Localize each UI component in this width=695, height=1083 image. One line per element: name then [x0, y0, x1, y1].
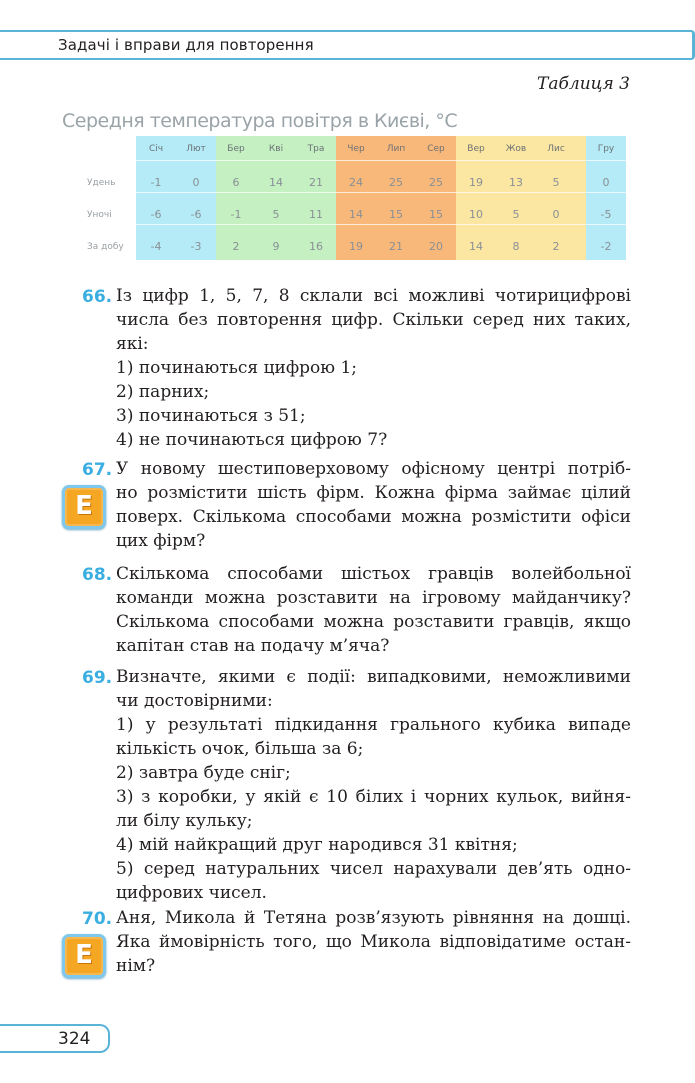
temperature-value-cell: 2	[552, 240, 560, 253]
problem-text-line: капітан став на подачу м’яча?	[116, 636, 390, 656]
temperature-value-cell: -6	[190, 208, 202, 221]
problem-text-line: Яка ймовірність того, що Микола відповідатиме остан-	[116, 932, 631, 952]
temperature-value-cell: 0	[192, 176, 200, 189]
month-header-cell: Сер	[427, 144, 445, 154]
problem-text-line: числа без повторення цифр. Скільки серед них таких,	[116, 310, 631, 330]
e-icon-letter: E	[75, 491, 93, 521]
temperature-value-cell: 9	[272, 240, 280, 253]
temperature-value-cell: 14	[269, 176, 283, 189]
problem-text-line: поверх. Скількома способами можна розмістити офіси	[116, 507, 631, 527]
table-row-divider	[84, 160, 634, 161]
temperature-value-cell: 0	[602, 176, 610, 189]
temperature-value-cell: 21	[389, 240, 403, 253]
page-number-box	[0, 1024, 110, 1053]
month-header-cell: Лют	[186, 144, 206, 154]
problem-text-line: но розмістити шість фірм. Кожна фірма займає цілий	[116, 483, 631, 503]
temperature-value-cell: 5	[512, 208, 520, 221]
month-header-cell: Лип	[386, 144, 406, 154]
problem-number: 68.	[82, 565, 113, 585]
problem-number: 69.	[82, 668, 113, 688]
temperature-value-cell: 5	[552, 176, 560, 189]
problem-text-line: нім?	[116, 956, 156, 976]
problem-text-line: 5) серед натуральних чисел нарахували дев’ять одно-	[116, 859, 631, 879]
month-header-cell: Січ	[148, 144, 164, 154]
month-header-cell: Кві	[268, 144, 284, 154]
temperature-value-cell: 6	[232, 176, 240, 189]
problem-text-line: які:	[116, 334, 149, 354]
temperature-value-cell: 25	[389, 176, 403, 189]
problem-text-line: Аня, Микола й Тетяна розв’язують рівняння на дошці.	[116, 908, 631, 928]
temperature-value-cell: 15	[429, 208, 443, 221]
temperature-value-cell: 25	[429, 176, 443, 189]
table-row-divider	[84, 224, 634, 225]
temperature-value-cell: 11	[309, 208, 323, 221]
temperature-value-cell: -4	[150, 240, 162, 253]
temperature-value-cell: 19	[349, 240, 363, 253]
problem-text-line: У новому шестиповерховому офісному центрі потріб-	[116, 459, 631, 479]
temperature-value-cell: 21	[309, 176, 323, 189]
header-title: Задачі і вправи для повторення	[58, 36, 314, 54]
table-caption: Таблиця 3	[537, 74, 630, 94]
problem-text-line: Визначте, якими є події: випадковими, неможливими	[116, 667, 631, 687]
problem-text-line: 2) парних;	[116, 382, 210, 402]
e-resource-icon[interactable]	[62, 934, 106, 978]
month-header-cell: Лис	[547, 144, 565, 154]
page-number: 324	[58, 1029, 91, 1049]
temperature-value-cell: 16	[309, 240, 323, 253]
problem-text-line: 4) не починаються цифрою 7?	[116, 430, 388, 450]
temperature-value-cell: -2	[600, 240, 612, 253]
temperature-value-cell: -3	[190, 240, 202, 253]
problem-text-line: 4) мій найкращий друг народився 31 квітня;	[116, 835, 518, 855]
month-header-cell: Гру	[597, 144, 615, 154]
temperature-value-cell: 5	[272, 208, 280, 221]
temperature-value-cell: 14	[469, 240, 483, 253]
temperature-table	[60, 102, 635, 272]
e-icon-letter: E	[75, 940, 93, 970]
month-header-cell: Бер	[227, 144, 245, 154]
temperature-value-cell: 13	[509, 176, 523, 189]
month-header-cell: Чер	[347, 144, 365, 154]
page-header	[0, 30, 695, 60]
problem-text-line: 1) у результаті підкидання грального кубика випаде	[116, 715, 631, 735]
problem-number: 70.	[82, 909, 113, 929]
problem-text-line: 3) з коробки, у якій є 10 білих і чорних кульок, вийня-	[116, 787, 631, 807]
problem-number: 66.	[82, 287, 113, 307]
temperature-value-cell: 10	[469, 208, 483, 221]
temperature-value-cell: 15	[389, 208, 403, 221]
problem-text-line: ли білу кульку;	[116, 811, 253, 831]
problem-text-line: Скількома способами можна розставити гравців, якщо	[116, 612, 631, 632]
problem-text-line: 1) починаються цифрою 1;	[116, 358, 357, 378]
problem-number: 67.	[82, 460, 113, 480]
problem-text-line: Скількома способами шістьох гравців волейбольної	[116, 564, 631, 584]
temperature-value-cell: -1	[230, 208, 242, 221]
temperature-value-cell: 20	[429, 240, 443, 253]
problem-text-line: чи достовірними:	[116, 691, 273, 711]
temperature-value-cell: 19	[469, 176, 483, 189]
temperature-table-title: Середня температура повітря в Києві, °С	[62, 110, 458, 132]
problem-text-line: цих фірм?	[116, 531, 206, 551]
temperature-value-cell: -5	[600, 208, 612, 221]
problem-text-line: кількість очок, більша за 6;	[116, 739, 364, 759]
temperature-value-cell: 8	[512, 240, 520, 253]
temperature-value-cell: -1	[150, 176, 162, 189]
problem-text-line: 2) завтра буде сніг;	[116, 763, 291, 783]
problem-text-line: Із цифр 1, 5, 7, 8 склали всі можливі чотирицифрові	[116, 286, 631, 306]
row-label: Удень	[87, 178, 116, 188]
temperature-value-cell: 0	[552, 208, 560, 221]
temperature-value-cell: 2	[232, 240, 240, 253]
month-header-cell: Вер	[467, 144, 485, 154]
row-label: За добу	[87, 242, 124, 252]
row-label: Уночі	[87, 210, 112, 220]
problem-text-line: 3) починаються з 51;	[116, 406, 306, 426]
problem-text-line: команди можна розставити на ігровому майданчику?	[116, 588, 631, 608]
problem-text-line: цифрових чисел.	[116, 883, 267, 903]
table-row-divider	[84, 192, 634, 193]
month-header-cell: Жов	[505, 144, 527, 154]
temperature-value-cell: 14	[349, 208, 363, 221]
temperature-grid	[60, 136, 635, 260]
month-header-cell: Тра	[307, 144, 325, 154]
temperature-value-cell: 24	[349, 176, 363, 189]
e-resource-icon[interactable]	[62, 485, 106, 529]
temperature-value-cell: -6	[150, 208, 162, 221]
